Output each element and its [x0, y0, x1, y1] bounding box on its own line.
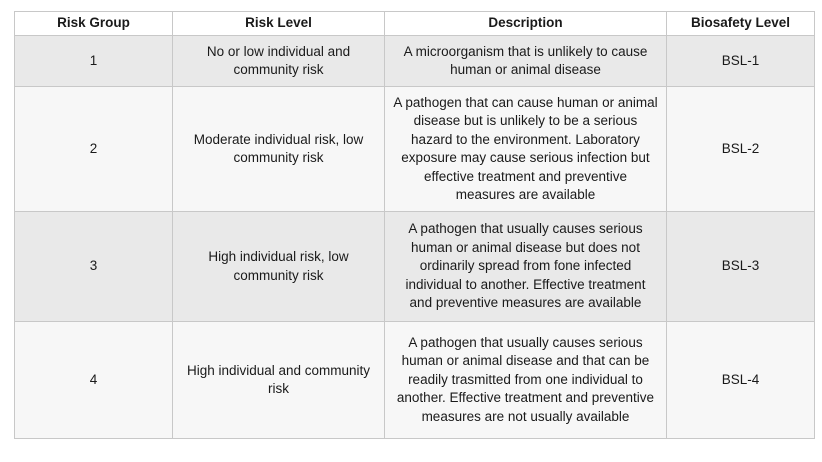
- risk-group-table-container: [14, 11, 814, 439]
- cell-risk-group: 2: [15, 87, 173, 212]
- header-risk-group: Risk Group: [15, 12, 173, 36]
- cell-risk-level: High individual risk, low community risk: [173, 212, 385, 322]
- table-row: [15, 322, 815, 439]
- cell-risk-level: No or low individual and community risk: [173, 36, 385, 87]
- header-biosafety-level: Biosafety Level: [667, 12, 815, 36]
- cell-risk-group: 1: [15, 36, 173, 87]
- table-row: [15, 212, 815, 322]
- cell-description: A pathogen that usually causes serious human or animal disease and that can be readily trasmitted from one individual to another. Effective treatment and preventive measures are not usually available: [385, 322, 667, 439]
- cell-risk-group: 4: [15, 322, 173, 439]
- header-description: Description: [385, 12, 667, 36]
- table-row: [15, 36, 815, 87]
- cell-biosafety-level: BSL-1: [667, 36, 815, 87]
- cell-description: A pathogen that can cause human or animal disease but is unlikely to be a serious hazard to the environment. Laboratory exposure may cause serious infection but effective treatment and preventive measures are available: [385, 87, 667, 212]
- cell-risk-level: Moderate individual risk, low community risk: [173, 87, 385, 212]
- cell-risk-level: High individual and community risk: [173, 322, 385, 439]
- cell-biosafety-level: BSL-3: [667, 212, 815, 322]
- cell-risk-group: 3: [15, 212, 173, 322]
- table-row: [15, 87, 815, 212]
- cell-description: A microorganism that is unlikely to cause human or animal disease: [385, 36, 667, 87]
- cell-biosafety-level: BSL-4: [667, 322, 815, 439]
- risk-group-table: [14, 11, 815, 439]
- header-risk-level: Risk Level: [173, 12, 385, 36]
- cell-description: A pathogen that usually causes serious human or animal disease but does not ordinarily spread from fone infected individual to another. Effective treatment and preventive measures are available: [385, 212, 667, 322]
- table-header-row: [15, 12, 815, 36]
- cell-biosafety-level: BSL-2: [667, 87, 815, 212]
